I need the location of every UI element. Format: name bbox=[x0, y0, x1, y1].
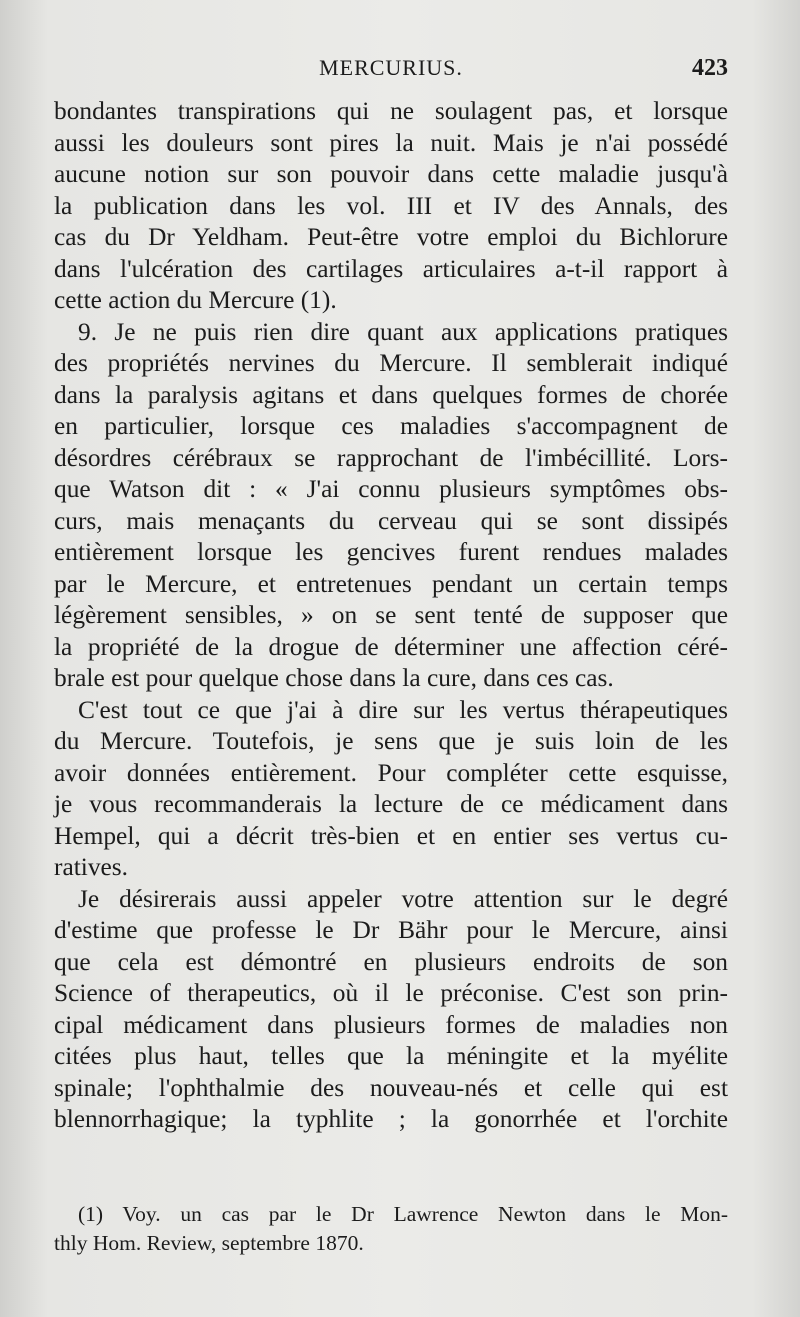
text-line: dans la paralysis agitans et dans quelques formes de chorée bbox=[54, 380, 728, 409]
text-line: citées plus haut, telles que la méningite et la myélite bbox=[54, 1042, 728, 1070]
page-header bbox=[54, 55, 728, 91]
text-line: dans l'ulcération des cartilages articulaires a-t-il rapport à bbox=[54, 254, 728, 283]
page-number: 423 bbox=[692, 55, 728, 81]
text-line: avoir données entièrement. Pour compléter cette esquisse, bbox=[54, 758, 728, 787]
text-line: curs, mais menaçants du cerveau qui se sont dissipés bbox=[54, 506, 728, 535]
text-line: du Mercure. Toutefois, je sens que je suis loin de les bbox=[54, 727, 728, 755]
text-line: la propriété de la drogue de déterminer une affection céré- bbox=[54, 632, 728, 661]
text-line: désordres cérébraux se rapprochant de l'imbécillité. Lors- bbox=[54, 443, 728, 472]
text-line: Hempel, qui a décrit très-bien et en entier ses vertus cu- bbox=[54, 821, 728, 850]
text-line: bondantes transpirations qui ne soulagent pas, et lorsque bbox=[54, 97, 728, 125]
text-line: brale est pour quelque chose dans la cure, dans ces cas. bbox=[54, 664, 614, 692]
text-line: cipal médicament dans plusieurs formes de maladies non bbox=[54, 1010, 728, 1039]
text-line: spinale; l'ophthalmie des nouveau-nés et celle qui est bbox=[54, 1073, 728, 1102]
text-line: Science of therapeutics, où il le préconise. C'est son prin- bbox=[54, 979, 728, 1007]
text-line: en particulier, lorsque ces maladies s'accompagnent de bbox=[54, 412, 728, 440]
text-line: légèrement sensibles, » on se sent tenté de supposer que bbox=[54, 601, 728, 629]
text-line: que cela est démontré en plusieurs endroits de son bbox=[54, 947, 728, 976]
footnote-line: (1) Voy. un cas par le Dr Lawrence Newton dans le Mon- bbox=[78, 1202, 728, 1226]
text-line: la publication dans les vol. III et IV des Annals, des bbox=[54, 191, 728, 220]
text-line: des propriétés nervines du Mercure. Il semblerait indiqué bbox=[54, 349, 728, 377]
text-line: aucune notion sur son pouvoir dans cette maladie jusqu'à bbox=[54, 160, 728, 188]
text-line: blennorrhagique; la typhlite ; la gonorrhée et l'orchite bbox=[54, 1105, 728, 1133]
text-line: C'est tout ce que j'ai à dire sur les vertus thérapeutiques bbox=[78, 695, 728, 724]
text-line: je vous recommanderais la lecture de ce médicament dans bbox=[54, 790, 728, 818]
body-text bbox=[54, 96, 728, 1136]
text-line: cas du Dr Yeldham. Peut-être votre emploi du Bichlorure bbox=[54, 223, 728, 251]
text-line: ratives. bbox=[54, 853, 129, 881]
text-line: par le Mercure, et entretenues pendant un certain temps bbox=[54, 569, 728, 598]
running-head: MERCURIUS. bbox=[319, 55, 463, 80]
footnote-line: thly Hom. Review, septembre 1870. bbox=[54, 1231, 364, 1255]
footnotes bbox=[54, 1200, 728, 1258]
text-line: que Watson dit : « J'ai connu plusieurs symptômes obs- bbox=[54, 475, 728, 503]
text-line: d'estime que professe le Dr Bähr pour le Mercure, ainsi bbox=[54, 916, 728, 944]
text-line: aussi les douleurs sont pires la nuit. Mais je n'ai possédé bbox=[54, 128, 728, 157]
text-line: cette action du Mercure (1). bbox=[54, 286, 337, 314]
text-line: Je désirerais aussi appeler votre attention sur le degré bbox=[78, 884, 728, 913]
text-line: 9. Je ne puis rien dire quant aux applications pratiques bbox=[78, 317, 728, 346]
text-line: entièrement lorsque les gencives furent rendues malades bbox=[54, 538, 728, 566]
